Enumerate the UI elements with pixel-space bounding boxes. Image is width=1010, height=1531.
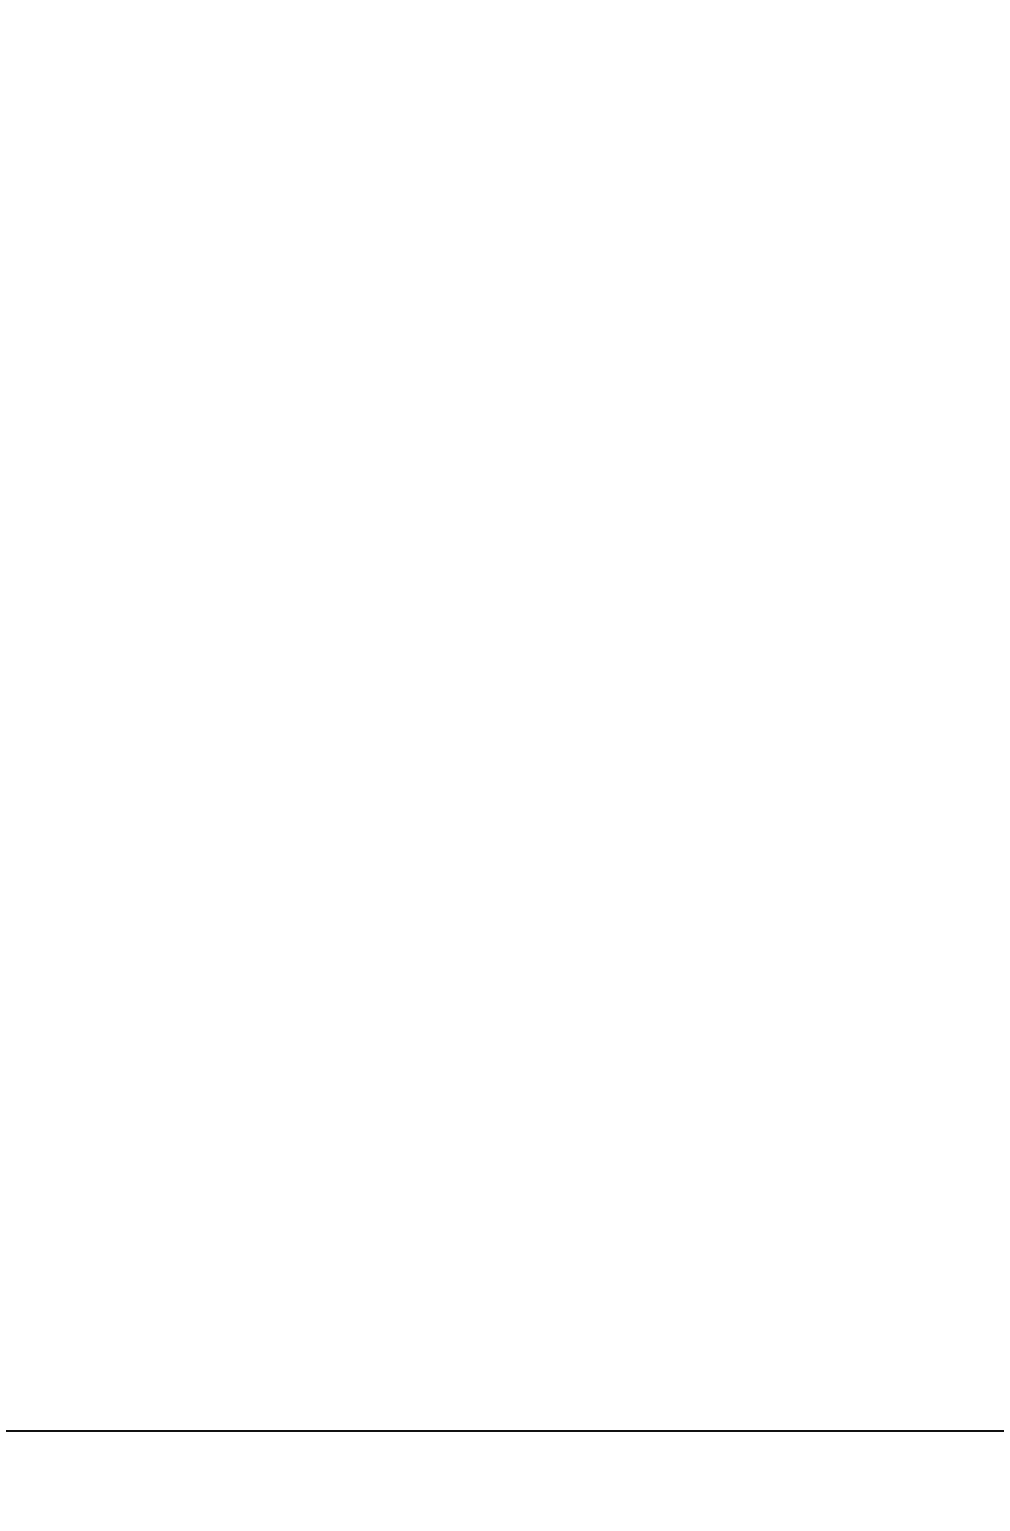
footnote-divider	[6, 1430, 1004, 1432]
